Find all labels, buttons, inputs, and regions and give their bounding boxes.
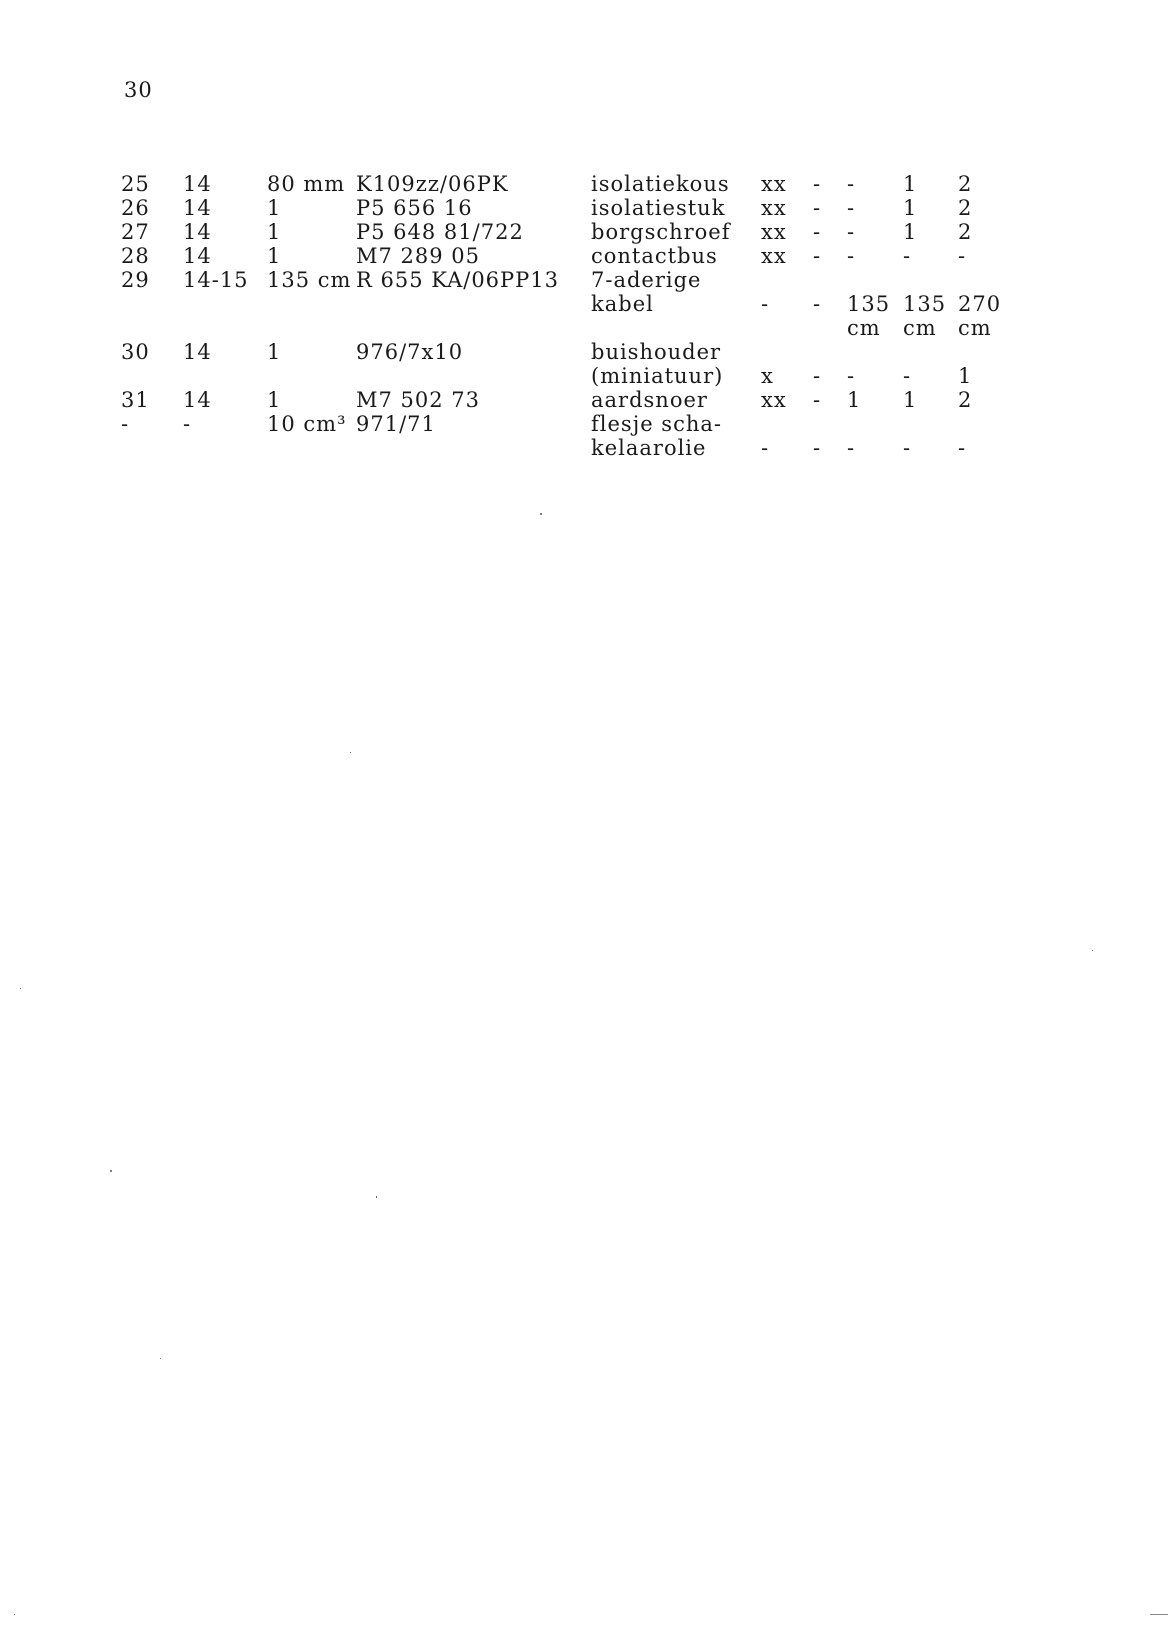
cell-fig: 14: [183, 196, 212, 220]
cell-qty: 10 cm³: [267, 412, 347, 436]
scan-speck: [160, 1358, 161, 1359]
cell-qty: 135 cm: [267, 268, 352, 292]
cell-desc: buishouder: [591, 340, 722, 364]
cell-qty: 1: [267, 388, 282, 412]
cell-code: 976/7x10: [356, 340, 464, 364]
cell-d: 1: [903, 172, 918, 196]
cell-e: -: [958, 244, 967, 268]
cell-code: M7 289 05: [356, 244, 481, 268]
cell-d: -: [903, 364, 912, 388]
cell-b: -: [813, 388, 822, 412]
cell-e: -: [958, 436, 967, 460]
cell-desc: kabel: [591, 292, 654, 316]
cell-fig: 14: [183, 220, 212, 244]
scan-speck: [1150, 1614, 1168, 1615]
cell-desc: flesje scha-: [591, 412, 722, 436]
cell-pos: -: [121, 412, 130, 436]
cell-desc: kelaarolie: [591, 436, 707, 460]
cell-qty: 1: [267, 244, 282, 268]
cell-fig: -: [183, 412, 192, 436]
cell-desc: isolatiekous: [591, 172, 730, 196]
cell-fig: 14: [183, 172, 212, 196]
cell-d: 135: [903, 292, 947, 316]
cell-a: xx: [761, 388, 787, 412]
cell-a: xx: [761, 172, 787, 196]
cell-desc: isolatiestuk: [591, 196, 726, 220]
cell-e: 1: [958, 364, 973, 388]
cell-qty: 1: [267, 220, 282, 244]
cell-c: 135: [847, 292, 891, 316]
cell-code: P5 656 16: [356, 196, 473, 220]
cell-code: R 655 KA/06PP13: [356, 268, 560, 292]
scan-speck: [14, 1614, 15, 1615]
cell-d: 1: [903, 220, 918, 244]
cell-desc: 7-aderige: [591, 268, 702, 292]
cell-c: -: [847, 244, 856, 268]
cell-a: -: [761, 436, 770, 460]
cell-pos: 29: [121, 268, 150, 292]
cell-c: -: [847, 220, 856, 244]
cell-d: -: [903, 244, 912, 268]
cell-e: 2: [958, 220, 973, 244]
scan-speck: [540, 513, 542, 515]
cell-b: -: [813, 364, 822, 388]
cell-code: K109zz/06PK: [356, 172, 509, 196]
cell-desc: aardsnoer: [591, 388, 708, 412]
cell-c: -: [847, 436, 856, 460]
cell-code: 971/71: [356, 412, 436, 436]
cell-desc: (miniatuur): [591, 364, 724, 388]
cell-fig: 14: [183, 244, 212, 268]
cell-b: -: [813, 172, 822, 196]
page-number: 30: [124, 78, 153, 102]
cell-e: 2: [958, 172, 973, 196]
cell-a: -: [761, 292, 770, 316]
cell-d: 1: [903, 196, 918, 220]
cell-desc: contactbus: [591, 244, 718, 268]
scan-speck: [20, 988, 21, 989]
cell-fig: 14: [183, 340, 212, 364]
cell-a: xx: [761, 220, 787, 244]
cell-c: 1: [847, 388, 862, 412]
cell-b: -: [813, 196, 822, 220]
cell-pos: 31: [121, 388, 150, 412]
cell-b: -: [813, 244, 822, 268]
cell-d: cm: [903, 316, 937, 340]
cell-b: -: [813, 292, 822, 316]
scan-speck: [376, 1196, 377, 1198]
cell-pos: 26: [121, 196, 150, 220]
cell-a: x: [761, 364, 774, 388]
cell-code: P5 648 81/722: [356, 220, 524, 244]
cell-qty: 80 mm: [267, 172, 346, 196]
cell-e: 270: [958, 292, 1002, 316]
cell-fig: 14-15: [183, 268, 249, 292]
cell-pos: 28: [121, 244, 150, 268]
cell-e: 2: [958, 388, 973, 412]
cell-a: xx: [761, 196, 787, 220]
scan-speck: [110, 1170, 112, 1172]
cell-c: -: [847, 364, 856, 388]
cell-d: 1: [903, 388, 918, 412]
cell-c: -: [847, 196, 856, 220]
cell-pos: 25: [121, 172, 150, 196]
cell-e: cm: [958, 316, 992, 340]
cell-pos: 27: [121, 220, 150, 244]
cell-c: cm: [847, 316, 881, 340]
cell-pos: 30: [121, 340, 150, 364]
cell-b: -: [813, 436, 822, 460]
cell-b: -: [813, 220, 822, 244]
cell-c: -: [847, 172, 856, 196]
cell-d: -: [903, 436, 912, 460]
cell-fig: 14: [183, 388, 212, 412]
cell-qty: 1: [267, 196, 282, 220]
cell-qty: 1: [267, 340, 282, 364]
cell-e: 2: [958, 196, 973, 220]
scan-speck: [1092, 950, 1093, 951]
cell-a: xx: [761, 244, 787, 268]
scan-speck: [350, 752, 351, 753]
cell-code: M7 502 73: [356, 388, 481, 412]
cell-desc: borgschroef: [591, 220, 731, 244]
